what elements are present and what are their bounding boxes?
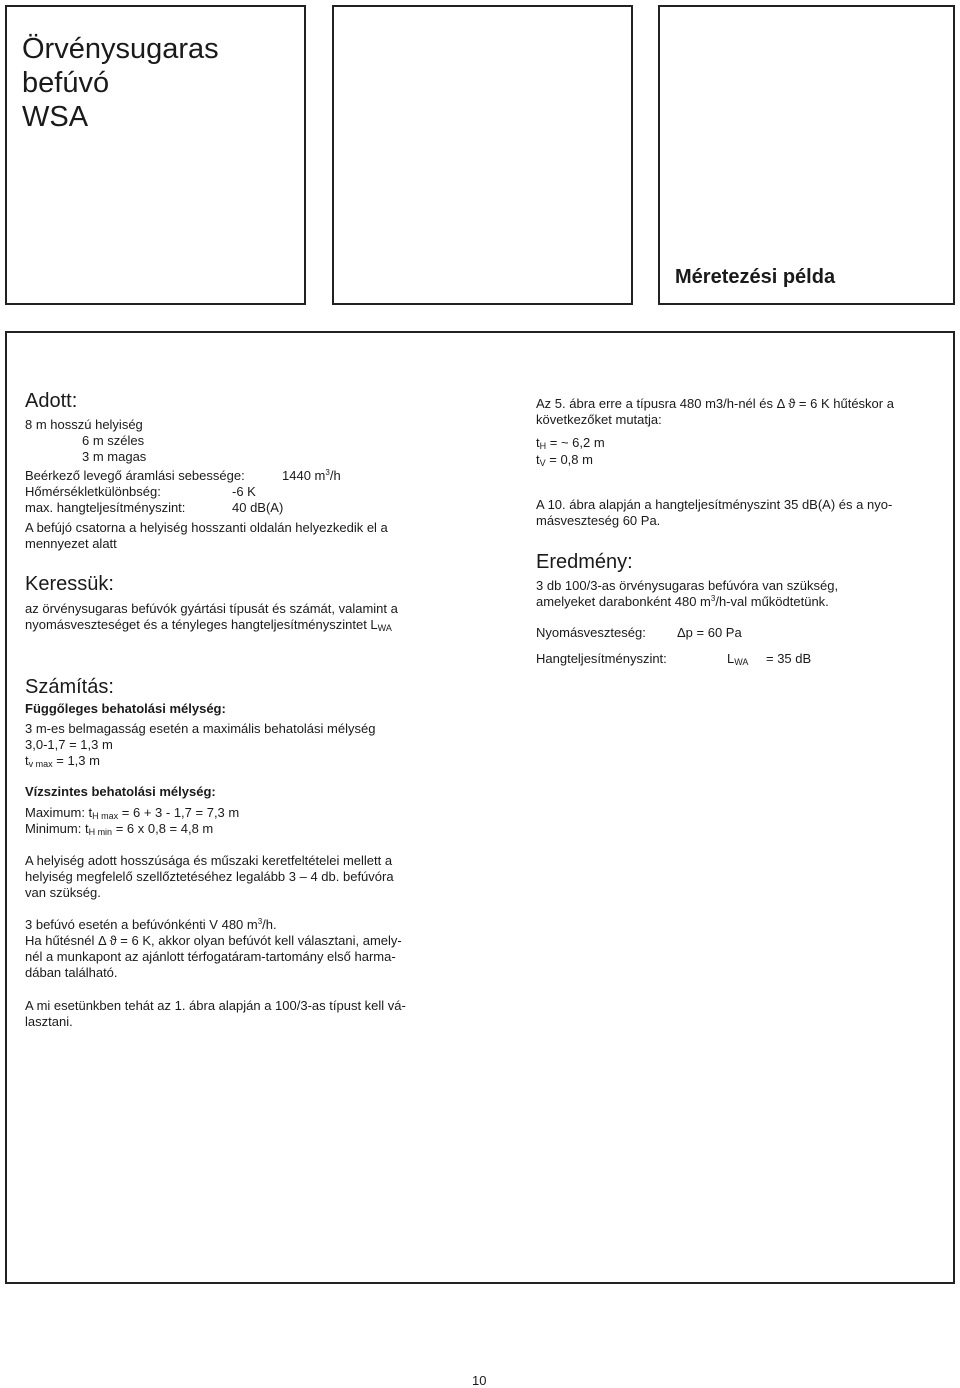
room-length: 8 m hosszú helyiség — [25, 417, 143, 432]
vertical-depth-text: 3 m-es belmagasság esetén a maximális behatolási mélység 3,0-1,7 = 1,3 m $t_{v max} = 1,3$ m — [25, 721, 376, 769]
duct-note: A befújó csatorna a helyiség hosszanti oldalán helyezkedik el a mennyezet alatt — [25, 520, 388, 551]
tv-value: $t_V = 0,8$ m — [536, 452, 593, 468]
result-text: 3 db 100/3-as örvénysugaras befúvóra van szükség, amelyeket darabonként 480 $m^3/h$-val működtetünk. — [536, 578, 839, 609]
selection-paragraph: 3 befúvó esetén a befúvónkénti V 480 $m^3/h$. Ha hűtésnél Δ ϑ = 6 K, akkor olyan befúvót kell választani, amely- nél a munkapont az ajánlott térfogatáram-tartomány első harma- dában található. — [25, 917, 402, 980]
szamitas-heading: Számítás: — [25, 676, 114, 698]
tempdiff-label: Hőmérsékletkülönbség: — [25, 484, 161, 499]
th-value: $t_H$ = ~ 6,2 m — [536, 435, 605, 451]
sound-power-symbol: $L_{WA}$ — [727, 651, 749, 667]
adott-heading: Adott: — [25, 390, 78, 412]
figure10-paragraph: A 10. ábra alapján a hangteljesítményszint 35 dB(A) és a nyo- másveszteség 60 Pa. — [536, 497, 893, 528]
document-title: Örvénysugaras befúvó WSA — [22, 33, 219, 133]
keressuk-text: az örvénysugaras befúvók gyártási típusát és számát, valamint a nyomásveszteséget és a tényleges hangteljesítményszintet $L_{WA}$ — [25, 601, 398, 633]
horizontal-depth-heading: Vízszintes behatolási mélység: — [25, 784, 216, 799]
diffuser-count-paragraph: A helyiség adott hosszúsága és műszaki keretfeltételei mellett a helyiség megfelelő szellőztetéséhez legalább 3 – 4 db. befúvóra van szükség. — [25, 853, 394, 900]
soundpower-label: max. hangteljesítményszint: — [25, 500, 186, 515]
page-number: 10 — [472, 1373, 487, 1388]
sound-power-label: Hangteljesítményszint: — [536, 651, 667, 666]
pressure-loss-value: Δp = 60 Pa — [677, 625, 742, 640]
soundpower-value: 40 dB(A) — [232, 500, 284, 515]
subtitle-box — [658, 5, 955, 305]
horizontal-depth-text: Maximum: $t_{H max} = 6 + 3 - 1,7 = 7,3$ m Minimum: $t_{H min} = 6$ x 0,8 = 4,8 m — [25, 805, 240, 837]
eredmeny-heading: Eredmény: — [536, 551, 633, 573]
room-height: 3 m magas — [82, 449, 147, 464]
conclusion-paragraph: A mi esetünkben tehát az 1. ábra alapján a 100/3-as típust kell vá- lasztani. — [25, 998, 406, 1029]
airflow-value: 1440 $m^3/h$ — [282, 468, 341, 483]
sound-power-value: = 35 dB — [766, 651, 812, 666]
empty-box — [332, 5, 633, 305]
figure5-paragraph: Az 5. ábra erre a típusra 480 m3/h-nél és Δ ϑ = 6 K hűtéskor a következőket mutatja: — [536, 396, 894, 427]
airflow-label: Beérkező levegő áramlási sebessége: — [25, 468, 245, 483]
section-subtitle: Méretezési példa — [675, 266, 836, 288]
room-width: 6 m széles — [82, 433, 145, 448]
tempdiff-value: -6 K — [232, 484, 256, 499]
pressure-loss-label: Nyomásveszteség: — [536, 625, 646, 640]
vertical-depth-heading: Függőleges behatolási mélység: — [25, 701, 226, 716]
keressuk-heading: Keressük: — [25, 573, 114, 595]
